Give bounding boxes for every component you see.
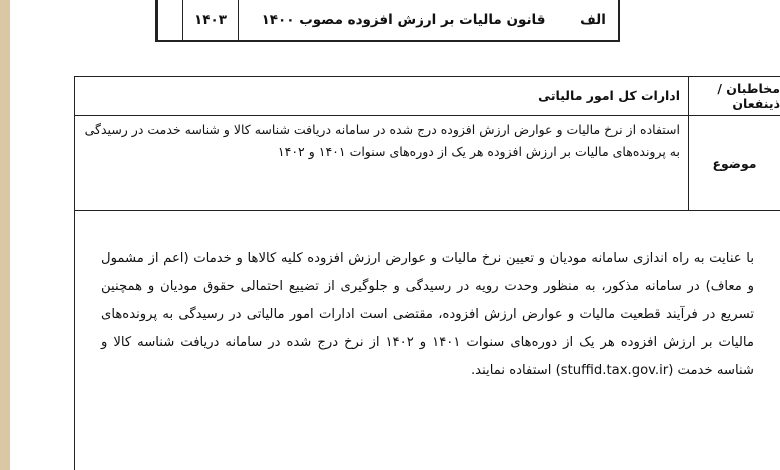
header-cell-empty-right (157, 0, 182, 40)
directive-body: با عنایت به راه اندازی سامانه مودیان و تعیین نرخ مالیات و عوارض ارزش افزوده کلیه کالاها و خدمات (اعم از مشمول و معاف) در سامانه مذکور، به منظور وحدت رویه در رسیدگی و جلوگیری از تضییع احتمالی حقوق مودیان و همچنین تسریع در فرآیند قطعیت مالیات و عوارض ارزش افزوده، مقتضی است ادارات امور مالیاتی در رسیدگی به پرونده‌های مالیات بر ارزش افزوده هر یک از دوره‌های سنوات ۱۴۰۱ و ۱۴۰۲ از نرخ درج شده در سامانه دریافت شناسه کالا و شناسه خدمت (stuffid.tax.gov.ir) استفاده نمایند. (74, 209, 780, 470)
audience-label: مخاطبان / ذینفعان (688, 77, 780, 115)
document-page (10, 0, 780, 470)
audience-row (75, 77, 780, 116)
header-year: ۱۴۰۳ (182, 0, 238, 40)
header-code: الف (580, 12, 606, 28)
subject-label: موضوع (688, 116, 780, 210)
subject-row (75, 116, 780, 211)
audience-value: ادارات کل امور مالیاتی (538, 88, 680, 103)
subject-value: استفاده از نرخ مالیات و عوارض ارزش افزوده درج شده در سامانه دریافت شناسه کالا و شناسه خدمت در رسیدگی به پرونده‌های مالیات بر ارزش افزوده هر یک از دوره‌های سنوات ۱۴۰۱ و ۱۴۰۲ (84, 122, 680, 159)
header-table (155, 0, 620, 42)
info-table (74, 76, 780, 211)
header-law-title: قانون مالیات بر ارزش افزوده مصوب ۱۴۰۰ (238, 0, 568, 40)
